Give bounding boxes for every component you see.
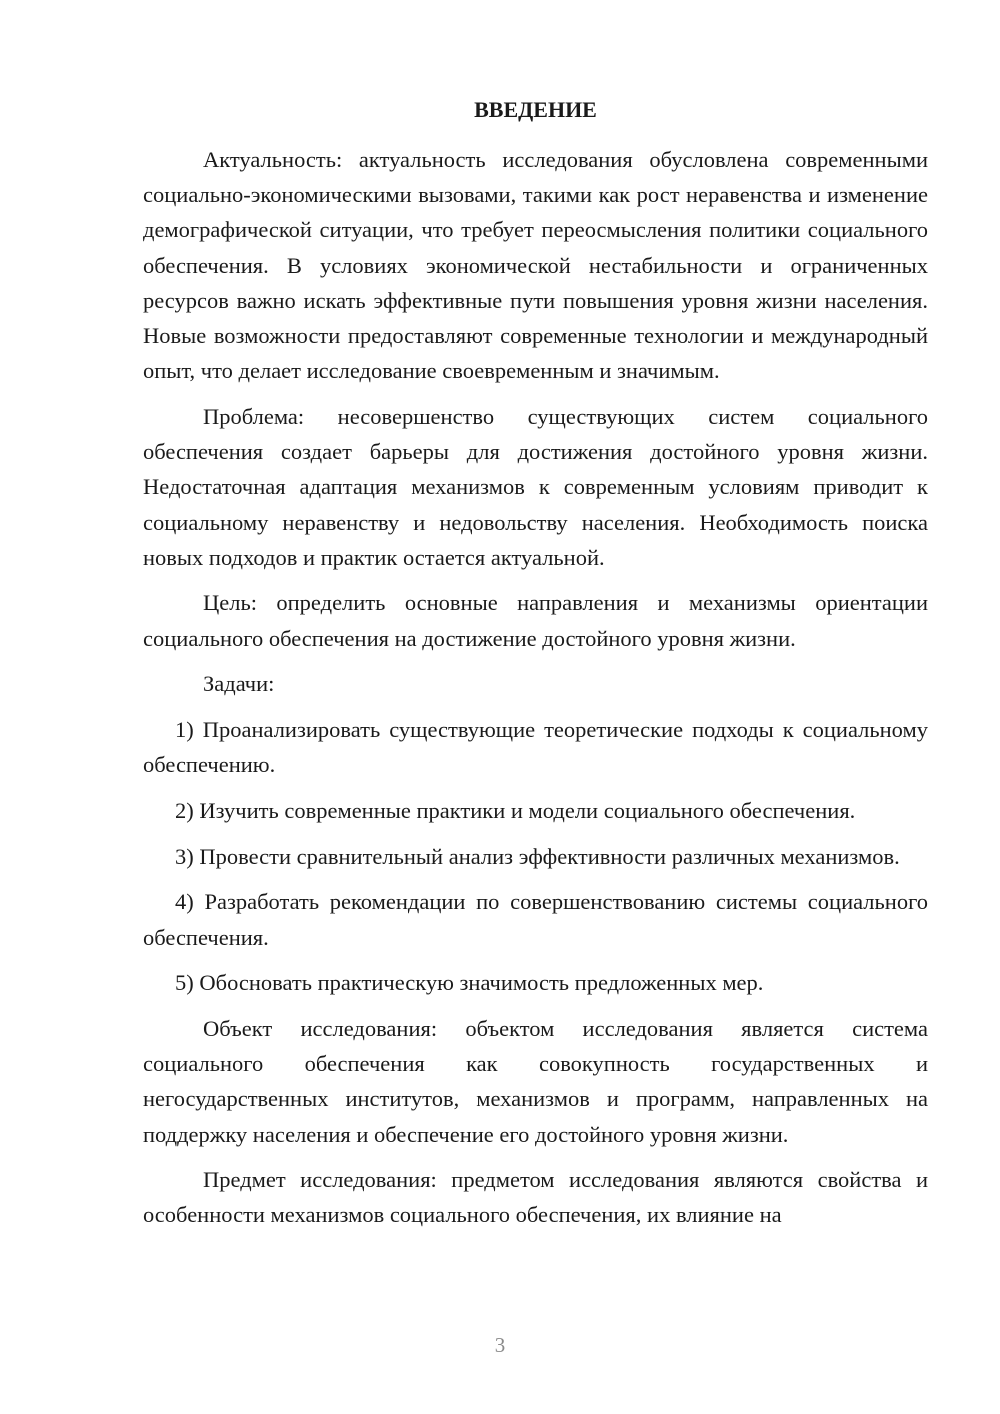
paragraph-goal: Цель: определить основные направления и механизмы ориентации социального обеспечения на достижение достойного уровня жизни. bbox=[143, 590, 928, 651]
paragraph-subject: Предмет исследования: предметом исследования являются свойства и особенности механизмов социального обеспечения, их влияние на bbox=[143, 1167, 928, 1228]
task-item-3: 3) Провести сравнительный анализ эффективности различных механизмов. bbox=[175, 843, 900, 869]
section-title: ВВЕДЕНИЕ bbox=[474, 97, 597, 122]
task-item-4: 4) Разработать рекомендации по совершенствованию системы социального обеспечения. bbox=[143, 889, 928, 950]
page-number: 3 bbox=[494, 1333, 506, 1357]
paragraph-problem: Проблема: несовершенство существующих систем социального обеспечения создает барьеры для достижения достойного уровня жизни. Недостаточная адаптация механизмов к современным условиям приводит к социальному неравенству и недовольству населения. Необходимость поиска новых подходов и практик остается актуальной. bbox=[143, 403, 928, 570]
task-item-5: 5) Обосновать практическую значимость предложенных мер. bbox=[175, 970, 764, 996]
task-item-2: 2) Изучить современные практики и модели социального обеспечения. bbox=[175, 797, 856, 823]
paragraph-relevance: Актуальность: актуальность исследования обусловлена современными социально-экономическими вызовами, такими как рост неравенства и изменение демографической ситуации, что требует переосмысления политики социального обеспечения. В условиях экономической нестабильности и ограниченных ресурсов важно искать эффективные пути повышения уровня жизни населения. Новые возможности предоставляют современные технологии и международный опыт, что делает исследование своевременным и значимым. bbox=[143, 147, 928, 384]
task-item-1: 1) Проанализировать существующие теоретические подходы к социальному обеспечению. bbox=[143, 717, 928, 778]
paragraph-object: Объект исследования: объектом исследования является система социального обеспечения как совокупность государственных и негосударственных институтов, механизмов и программ, направленных на поддержку населения и обеспечение его достойного уровня жизни. bbox=[143, 1015, 928, 1147]
document-page bbox=[143, 92, 928, 1233]
tasks-heading: Задачи: bbox=[203, 671, 275, 697]
